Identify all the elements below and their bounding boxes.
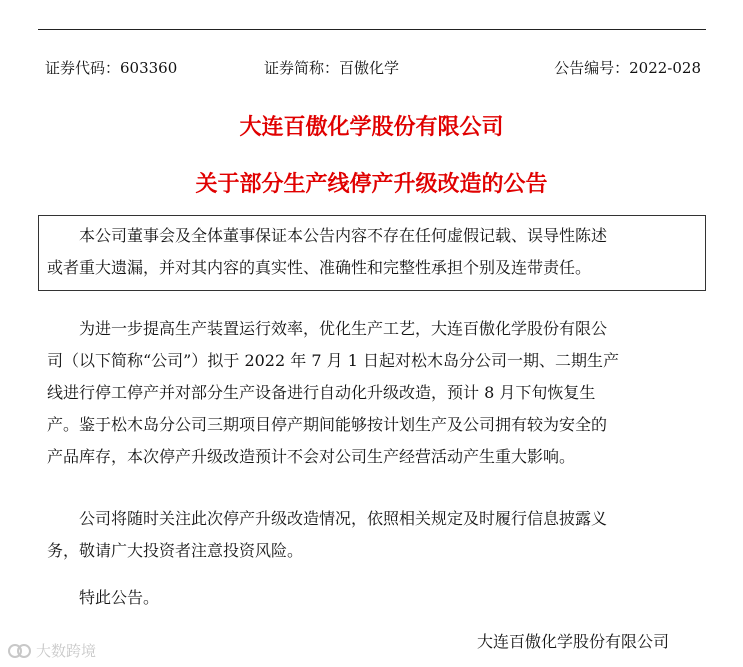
paragraph-line: 司（以下简称“公司”）拟于 2022 年 7 月 1 日起对松木岛分公司一期、二期生产	[47, 351, 619, 370]
paragraph-line: 务，敬请广大投资者注意投资风险。	[47, 541, 304, 560]
paragraph-line: 为进一步提高生产装置运行效率，优化生产工艺，大连百傲化学股份有限公	[79, 319, 608, 338]
company-title: 大连百傲化学股份有限公司	[239, 114, 504, 140]
watermark	[6, 640, 96, 662]
announcement-header	[45, 56, 707, 80]
paragraph-line: 产品库存，本次停产升级改造预计不会对公司生产经营活动产生重大影响。	[47, 447, 576, 466]
signature: 大连百傲化学股份有限公司	[476, 632, 669, 651]
closing-text: 特此公告。	[79, 588, 160, 607]
disclaimer-line: 或者重大遗漏，并对其内容的真实性、准确性和完整性承担个别及连带责任。	[47, 258, 592, 277]
stock-code: 证券代码：603360	[45, 59, 178, 77]
body-paragraph-2	[47, 503, 667, 567]
header-rule	[38, 29, 706, 30]
announcement-number: 公告编号：2022-028	[554, 59, 701, 77]
disclaimer-line: 本公司董事会及全体董事保证本公告内容不存在任何虚假记载、误导性陈述	[79, 226, 608, 245]
paragraph-line: 公司将随时关注此次停产升级改造情况，依照相关规定及时履行信息披露义	[79, 509, 608, 528]
announcement-title: 关于部分生产线停产升级改造的公告	[195, 171, 548, 197]
stock-abbreviation: 证券简称：百傲化学	[264, 59, 400, 77]
paragraph-line: 线进行停工停产并对部分生产设备进行自动化升级改造，预计 8 月下旬恢复生	[47, 383, 596, 402]
disclaimer-text	[47, 220, 667, 284]
closing-paragraph	[47, 582, 667, 614]
paragraph-line: 产。鉴于松木岛分公司三期项目停产期间能够按计划生产及公司拥有较为安全的	[47, 415, 608, 434]
body-paragraph-1	[47, 313, 667, 473]
watermark-text: 大数跨境	[36, 642, 97, 660]
watermark-logo-icon	[6, 641, 32, 661]
